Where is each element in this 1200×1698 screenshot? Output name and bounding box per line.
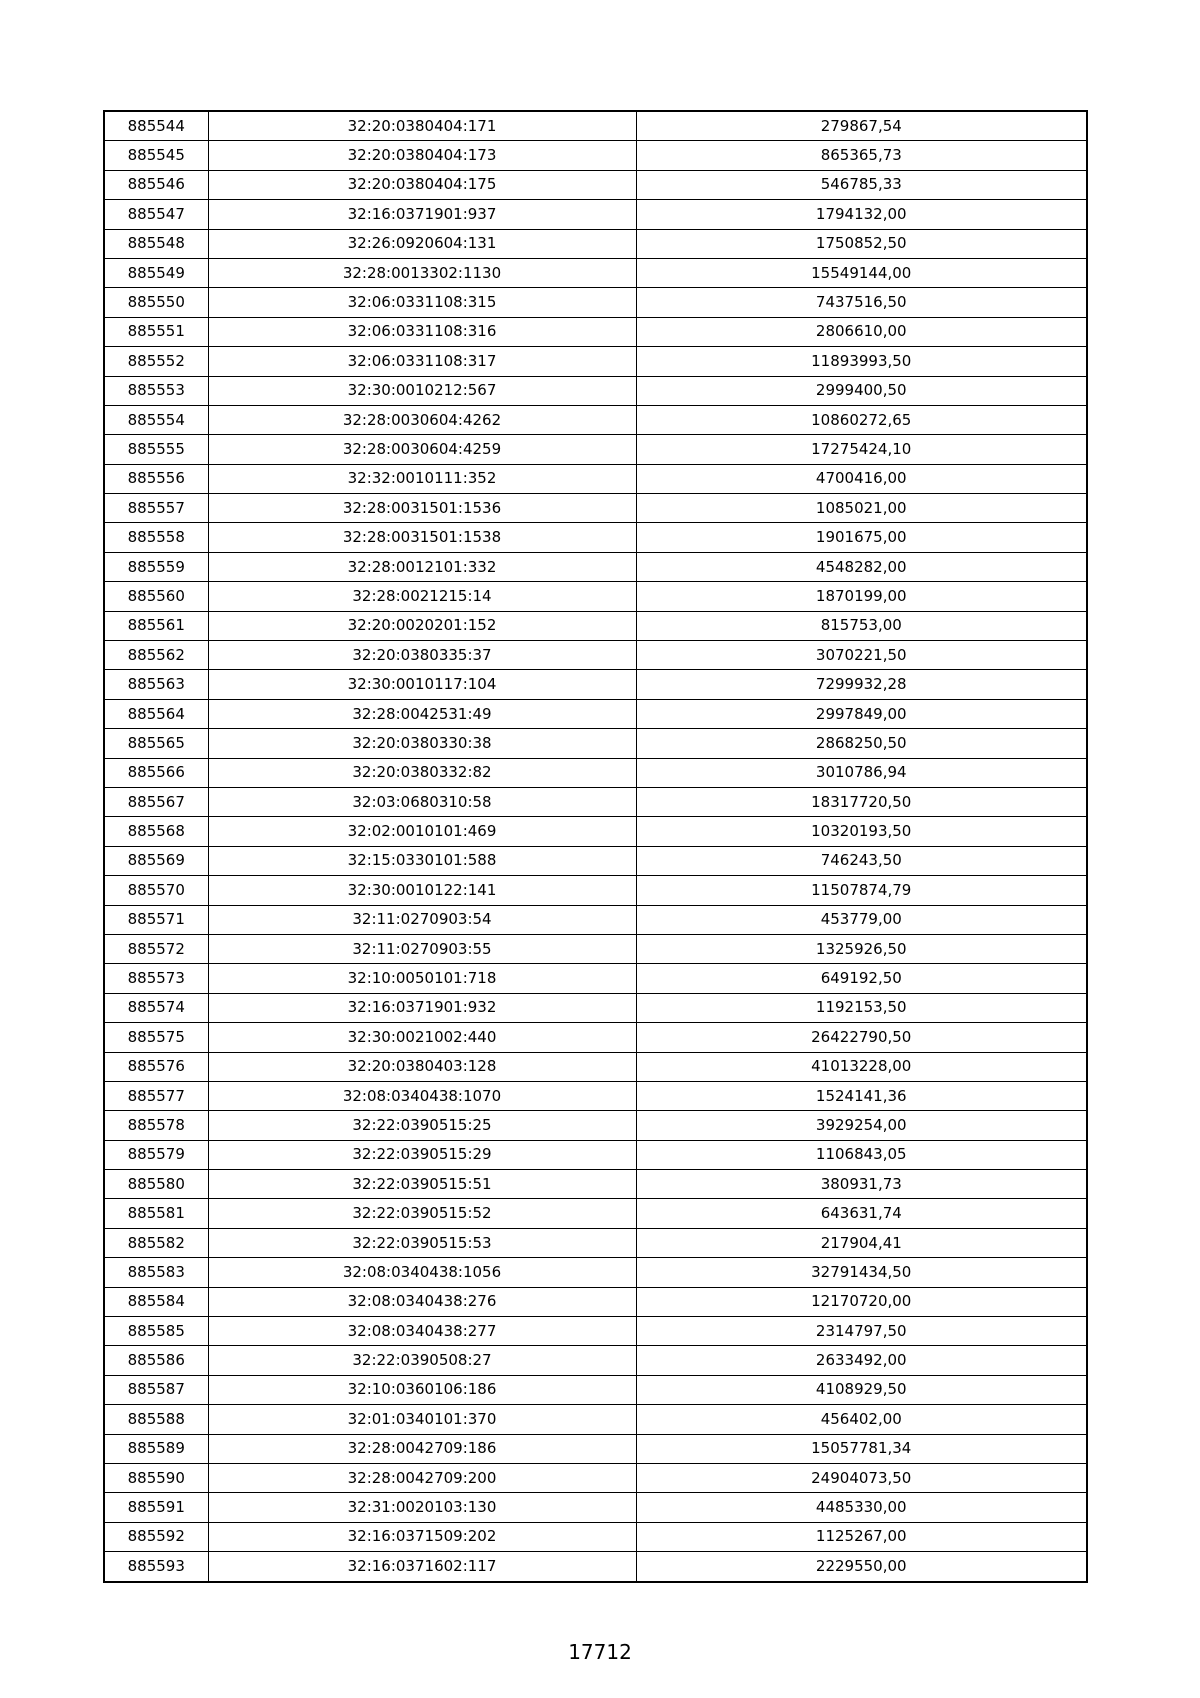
table-row <box>104 258 1087 287</box>
page-number: 17712 <box>568 1640 632 1664</box>
row-number-cell: 885571 <box>104 905 208 934</box>
row-number-cell: 885562 <box>104 641 208 670</box>
cadastral-value-cell: 1125267,00 <box>636 1522 1087 1551</box>
row-number-cell: 885574 <box>104 993 208 1022</box>
cadastral-number-cell: 32:11:0270903:55 <box>208 934 636 963</box>
table-row <box>104 111 1087 141</box>
cadastral-value-cell: 3010786,94 <box>636 758 1087 787</box>
row-number-cell: 885554 <box>104 405 208 434</box>
cadastral-value-cell: 15057781,34 <box>636 1434 1087 1463</box>
cadastral-value-cell: 24904073,50 <box>636 1463 1087 1492</box>
row-number-cell: 885577 <box>104 1081 208 1110</box>
cadastral-number-cell: 32:30:0010212:567 <box>208 376 636 405</box>
row-number-cell: 885564 <box>104 699 208 728</box>
cadastral-number-cell: 32:30:0021002:440 <box>208 1023 636 1052</box>
cadastral-value-cell: 1085021,00 <box>636 494 1087 523</box>
cadastral-number-cell: 32:22:0390515:53 <box>208 1228 636 1257</box>
cadastral-value-cell: 279867,54 <box>636 111 1087 141</box>
row-number-cell: 885579 <box>104 1140 208 1169</box>
table-row <box>104 641 1087 670</box>
cadastral-value-cell: 1106843,05 <box>636 1140 1087 1169</box>
table-row <box>104 317 1087 346</box>
cadastral-number-cell: 32:28:0021215:14 <box>208 582 636 611</box>
row-number-cell: 885580 <box>104 1170 208 1199</box>
cadastral-number-cell: 32:28:0031501:1538 <box>208 523 636 552</box>
cadastral-number-cell: 32:20:0380335:37 <box>208 641 636 670</box>
cadastral-value-table <box>103 110 1088 1583</box>
cadastral-value-cell: 546785,33 <box>636 170 1087 199</box>
cadastral-value-cell: 380931,73 <box>636 1170 1087 1199</box>
cadastral-value-cell: 865365,73 <box>636 141 1087 170</box>
table-row <box>104 699 1087 728</box>
table-row <box>104 170 1087 199</box>
cadastral-number-cell: 32:22:0390508:27 <box>208 1346 636 1375</box>
table-row <box>104 787 1087 816</box>
row-number-cell: 885572 <box>104 934 208 963</box>
cadastral-number-cell: 32:28:0042709:200 <box>208 1463 636 1492</box>
cadastral-value-cell: 4700416,00 <box>636 464 1087 493</box>
row-number-cell: 885587 <box>104 1375 208 1404</box>
cadastral-number-cell: 32:28:0042531:49 <box>208 699 636 728</box>
table-row <box>104 993 1087 1022</box>
row-number-cell: 885567 <box>104 787 208 816</box>
cadastral-value-cell: 7437516,50 <box>636 288 1087 317</box>
row-number-cell: 885560 <box>104 582 208 611</box>
cadastral-number-cell: 32:06:0331108:315 <box>208 288 636 317</box>
table-row <box>104 611 1087 640</box>
table-row <box>104 1170 1087 1199</box>
table-row <box>104 582 1087 611</box>
table-row <box>104 846 1087 875</box>
table-row <box>104 1463 1087 1492</box>
cadastral-value-cell: 4548282,00 <box>636 552 1087 581</box>
table-row <box>104 523 1087 552</box>
row-number-cell: 885576 <box>104 1052 208 1081</box>
cadastral-value-cell: 11893993,50 <box>636 347 1087 376</box>
row-number-cell: 885569 <box>104 846 208 875</box>
table-row <box>104 405 1087 434</box>
cadastral-value-cell: 643631,74 <box>636 1199 1087 1228</box>
cadastral-number-cell: 32:01:0340101:370 <box>208 1405 636 1434</box>
cadastral-number-cell: 32:28:0030604:4262 <box>208 405 636 434</box>
table-row <box>104 1493 1087 1522</box>
table-row <box>104 1228 1087 1257</box>
cadastral-value-cell: 1325926,50 <box>636 934 1087 963</box>
cadastral-value-cell: 1901675,00 <box>636 523 1087 552</box>
cadastral-value-cell: 26422790,50 <box>636 1023 1087 1052</box>
cadastral-number-cell: 32:16:0371509:202 <box>208 1522 636 1551</box>
cadastral-value-cell: 815753,00 <box>636 611 1087 640</box>
cadastral-number-cell: 32:20:0380404:175 <box>208 170 636 199</box>
cadastral-number-cell: 32:20:0020201:152 <box>208 611 636 640</box>
cadastral-value-cell: 1750852,50 <box>636 229 1087 258</box>
row-number-cell: 885551 <box>104 317 208 346</box>
row-number-cell: 885561 <box>104 611 208 640</box>
row-number-cell: 885559 <box>104 552 208 581</box>
cadastral-value-cell: 1192153,50 <box>636 993 1087 1022</box>
cadastral-number-cell: 32:20:0380332:82 <box>208 758 636 787</box>
cadastral-value-cell: 2633492,00 <box>636 1346 1087 1375</box>
row-number-cell: 885546 <box>104 170 208 199</box>
cadastral-value-cell: 7299932,28 <box>636 670 1087 699</box>
table-row <box>104 1258 1087 1287</box>
cadastral-value-cell: 2868250,50 <box>636 729 1087 758</box>
cadastral-number-cell: 32:20:0380330:38 <box>208 729 636 758</box>
cadastral-value-cell: 2806610,00 <box>636 317 1087 346</box>
cadastral-number-cell: 32:30:0010117:104 <box>208 670 636 699</box>
table-body <box>104 111 1087 1582</box>
cadastral-value-cell: 217904,41 <box>636 1228 1087 1257</box>
row-number-cell: 885588 <box>104 1405 208 1434</box>
row-number-cell: 885553 <box>104 376 208 405</box>
cadastral-number-cell: 32:06:0331108:316 <box>208 317 636 346</box>
row-number-cell: 885556 <box>104 464 208 493</box>
row-number-cell: 885581 <box>104 1199 208 1228</box>
cadastral-number-cell: 32:02:0010101:469 <box>208 817 636 846</box>
row-number-cell: 885582 <box>104 1228 208 1257</box>
row-number-cell: 885557 <box>104 494 208 523</box>
table-row <box>104 1287 1087 1316</box>
cadastral-value-cell: 11507874,79 <box>636 876 1087 905</box>
row-number-cell: 885558 <box>104 523 208 552</box>
cadastral-value-cell: 2229550,00 <box>636 1552 1087 1582</box>
table-row <box>104 1552 1087 1582</box>
row-number-cell: 885570 <box>104 876 208 905</box>
table-row <box>104 347 1087 376</box>
cadastral-value-cell: 32791434,50 <box>636 1258 1087 1287</box>
table-row <box>104 1081 1087 1110</box>
row-number-cell: 885547 <box>104 200 208 229</box>
cadastral-number-cell: 32:22:0390515:25 <box>208 1111 636 1140</box>
cadastral-value-cell: 456402,00 <box>636 1405 1087 1434</box>
cadastral-number-cell: 32:16:0371901:932 <box>208 993 636 1022</box>
cadastral-number-cell: 32:03:0680310:58 <box>208 787 636 816</box>
cadastral-number-cell: 32:28:0042709:186 <box>208 1434 636 1463</box>
cadastral-number-cell: 32:08:0340438:277 <box>208 1317 636 1346</box>
cadastral-number-cell: 32:31:0020103:130 <box>208 1493 636 1522</box>
row-number-cell: 885566 <box>104 758 208 787</box>
cadastral-value-cell: 4108929,50 <box>636 1375 1087 1404</box>
row-number-cell: 885550 <box>104 288 208 317</box>
cadastral-number-cell: 32:11:0270903:54 <box>208 905 636 934</box>
row-number-cell: 885552 <box>104 347 208 376</box>
table-row <box>104 1405 1087 1434</box>
table-row <box>104 494 1087 523</box>
cadastral-number-cell: 32:30:0010122:141 <box>208 876 636 905</box>
cadastral-number-cell: 32:08:0340438:1056 <box>208 1258 636 1287</box>
cadastral-value-cell: 453779,00 <box>636 905 1087 934</box>
cadastral-value-cell: 3070221,50 <box>636 641 1087 670</box>
cadastral-number-cell: 32:10:0360106:186 <box>208 1375 636 1404</box>
cadastral-value-cell: 12170720,00 <box>636 1287 1087 1316</box>
table-row <box>104 464 1087 493</box>
table-row <box>104 1199 1087 1228</box>
cadastral-number-cell: 32:26:0920604:131 <box>208 229 636 258</box>
table-row <box>104 552 1087 581</box>
cadastral-number-cell: 32:28:0031501:1536 <box>208 494 636 523</box>
row-number-cell: 885555 <box>104 435 208 464</box>
table-row <box>104 905 1087 934</box>
table-row <box>104 288 1087 317</box>
table-row <box>104 1346 1087 1375</box>
table-row <box>104 729 1087 758</box>
table-row <box>104 435 1087 464</box>
cadastral-number-cell: 32:28:0013302:1130 <box>208 258 636 287</box>
table-row <box>104 964 1087 993</box>
row-number-cell: 885584 <box>104 1287 208 1316</box>
row-number-cell: 885573 <box>104 964 208 993</box>
cadastral-value-cell: 3929254,00 <box>636 1111 1087 1140</box>
cadastral-value-cell: 746243,50 <box>636 846 1087 875</box>
table-row <box>104 1434 1087 1463</box>
table-row <box>104 1317 1087 1346</box>
table-row <box>104 876 1087 905</box>
cadastral-value-cell: 1524141,36 <box>636 1081 1087 1110</box>
cadastral-value-cell: 17275424,10 <box>636 435 1087 464</box>
cadastral-value-cell: 2999400,50 <box>636 376 1087 405</box>
row-number-cell: 885589 <box>104 1434 208 1463</box>
cadastral-value-cell: 1794132,00 <box>636 200 1087 229</box>
cadastral-value-cell: 41013228,00 <box>636 1052 1087 1081</box>
cadastral-number-cell: 32:28:0030604:4259 <box>208 435 636 464</box>
table-row <box>104 934 1087 963</box>
table-row <box>104 141 1087 170</box>
table-row <box>104 1375 1087 1404</box>
cadastral-number-cell: 32:20:0380403:128 <box>208 1052 636 1081</box>
row-number-cell: 885563 <box>104 670 208 699</box>
row-number-cell: 885591 <box>104 1493 208 1522</box>
cadastral-number-cell: 32:20:0380404:173 <box>208 141 636 170</box>
row-number-cell: 885575 <box>104 1023 208 1052</box>
cadastral-number-cell: 32:06:0331108:317 <box>208 347 636 376</box>
row-number-cell: 885545 <box>104 141 208 170</box>
table-row <box>104 376 1087 405</box>
cadastral-number-cell: 32:22:0390515:52 <box>208 1199 636 1228</box>
cadastral-number-cell: 32:16:0371602:117 <box>208 1552 636 1582</box>
cadastral-number-cell: 32:16:0371901:937 <box>208 200 636 229</box>
table-row <box>104 758 1087 787</box>
cadastral-number-cell: 32:15:0330101:588 <box>208 846 636 875</box>
cadastral-value-cell: 10320193,50 <box>636 817 1087 846</box>
cadastral-number-cell: 32:28:0012101:332 <box>208 552 636 581</box>
cadastral-number-cell: 32:22:0390515:29 <box>208 1140 636 1169</box>
table-row <box>104 1522 1087 1551</box>
cadastral-value-cell: 2314797,50 <box>636 1317 1087 1346</box>
table-row <box>104 1111 1087 1140</box>
cadastral-value-cell: 4485330,00 <box>636 1493 1087 1522</box>
cadastral-value-cell: 649192,50 <box>636 964 1087 993</box>
cadastral-number-cell: 32:20:0380404:171 <box>208 111 636 141</box>
row-number-cell: 885549 <box>104 258 208 287</box>
table-row <box>104 229 1087 258</box>
cadastral-value-cell: 18317720,50 <box>636 787 1087 816</box>
cadastral-value-cell: 2997849,00 <box>636 699 1087 728</box>
row-number-cell: 885565 <box>104 729 208 758</box>
row-number-cell: 885583 <box>104 1258 208 1287</box>
cadastral-number-cell: 32:22:0390515:51 <box>208 1170 636 1199</box>
row-number-cell: 885544 <box>104 111 208 141</box>
cadastral-value-cell: 1870199,00 <box>636 582 1087 611</box>
cadastral-number-cell: 32:08:0340438:1070 <box>208 1081 636 1110</box>
table-row <box>104 1052 1087 1081</box>
row-number-cell: 885585 <box>104 1317 208 1346</box>
row-number-cell: 885568 <box>104 817 208 846</box>
table-row <box>104 1140 1087 1169</box>
table-row <box>104 817 1087 846</box>
row-number-cell: 885593 <box>104 1552 208 1582</box>
table-row <box>104 1023 1087 1052</box>
row-number-cell: 885548 <box>104 229 208 258</box>
table-row <box>104 200 1087 229</box>
cadastral-value-cell: 10860272,65 <box>636 405 1087 434</box>
cadastral-number-cell: 32:08:0340438:276 <box>208 1287 636 1316</box>
row-number-cell: 885586 <box>104 1346 208 1375</box>
cadastral-number-cell: 32:32:0010111:352 <box>208 464 636 493</box>
row-number-cell: 885590 <box>104 1463 208 1492</box>
row-number-cell: 885578 <box>104 1111 208 1140</box>
table-row <box>104 670 1087 699</box>
cadastral-value-cell: 15549144,00 <box>636 258 1087 287</box>
cadastral-number-cell: 32:10:0050101:718 <box>208 964 636 993</box>
row-number-cell: 885592 <box>104 1522 208 1551</box>
